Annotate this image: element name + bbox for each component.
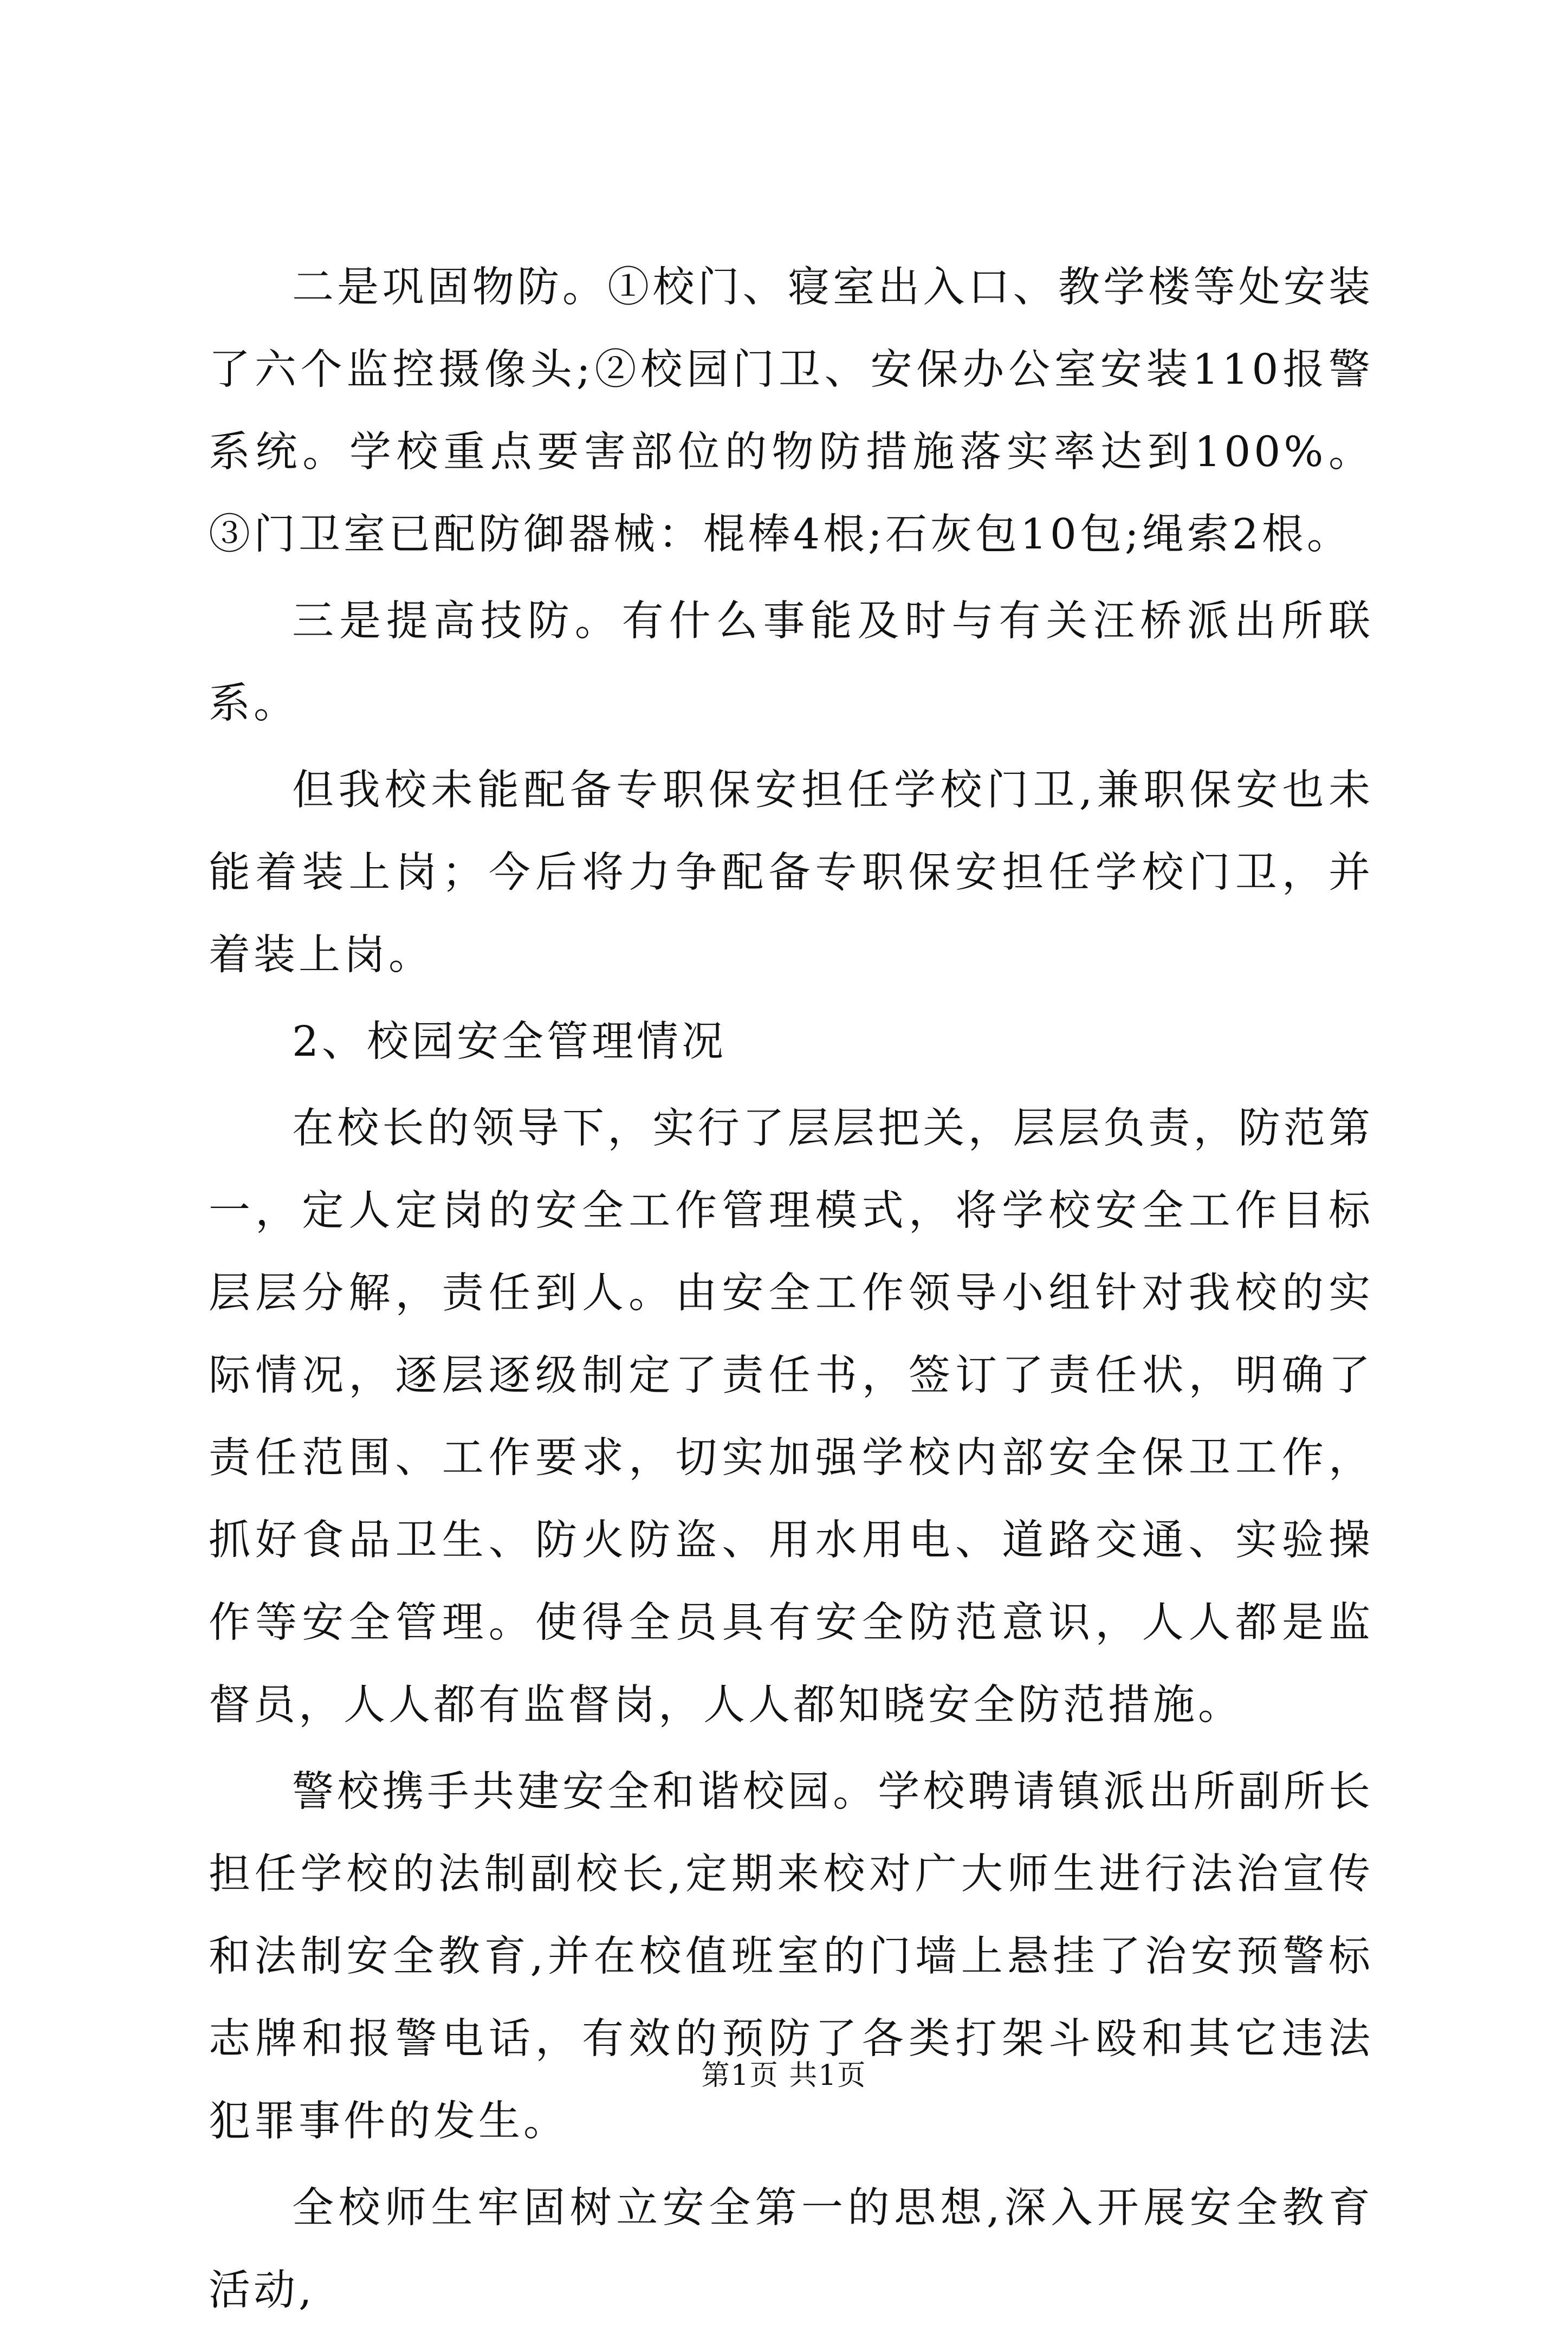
page-footer: 第1页 共1页 [701,2059,867,2092]
section-heading-campus-safety: 2、校园安全管理情况 [292,1018,727,1066]
paragraph-security-guard: 但我校未能配备专职保安担任学校门卫,兼职保安也未能着装上岗；今后将力争配备专职保安担任学校门卫，并着装上岗。 [209,766,1373,979]
paragraph-safety-education: 全校师生牢固树立安全第一的思想,深入开展安全教育活动, [209,2184,1373,2315]
paragraph-police-school: 警校携手共建安全和谐校园。学校聘请镇派出所副所长担任学校的法制副校长,定期来校对广大师生进行法治宣传和法制安全教育,并在校值班室的门墙上悬挂了治安预警标志牌和报警电话，有效的预防了各类打架斗殴和其它违法犯罪事件的发生。 [209,1768,1373,2146]
paragraph-management-model: 在校长的领导下，实行了层层把关，层层负责，防范第一，定人定岗的安全工作管理模式，将学校安全工作目标层层分解，责任到人。由安全工作领导小组针对我校的实际情况，逐层逐级制定了责任书，签订了责任状，明确了责任范围、工作要求，切实加强学校内部安全保卫工作，抓好食品卫生、防火防盗、用水用电、道路交通、实验操作等安全管理。使得全员具有安全防范意识，人人都是监督员，人人都有监督岗，人人都知晓安全防范措施。 [209,1104,1373,1729]
paragraph-technical-defense: 三是提高技防。有什么事能及时与有关汪桥派出所联系。 [209,597,1373,728]
document-body [209,247,1373,2332]
paragraph-physical-defense: 二是巩固物防。①校门、寝室出入口、教学楼等处安装了六个监控摄像头;②校园门卫、安保办公室安装110报警系统。学校重点要害部位的物防措施落实率达到100%。③门卫室已配防御器械：棍棒4根;石灰包10包;绳索2根。 [209,263,1373,559]
